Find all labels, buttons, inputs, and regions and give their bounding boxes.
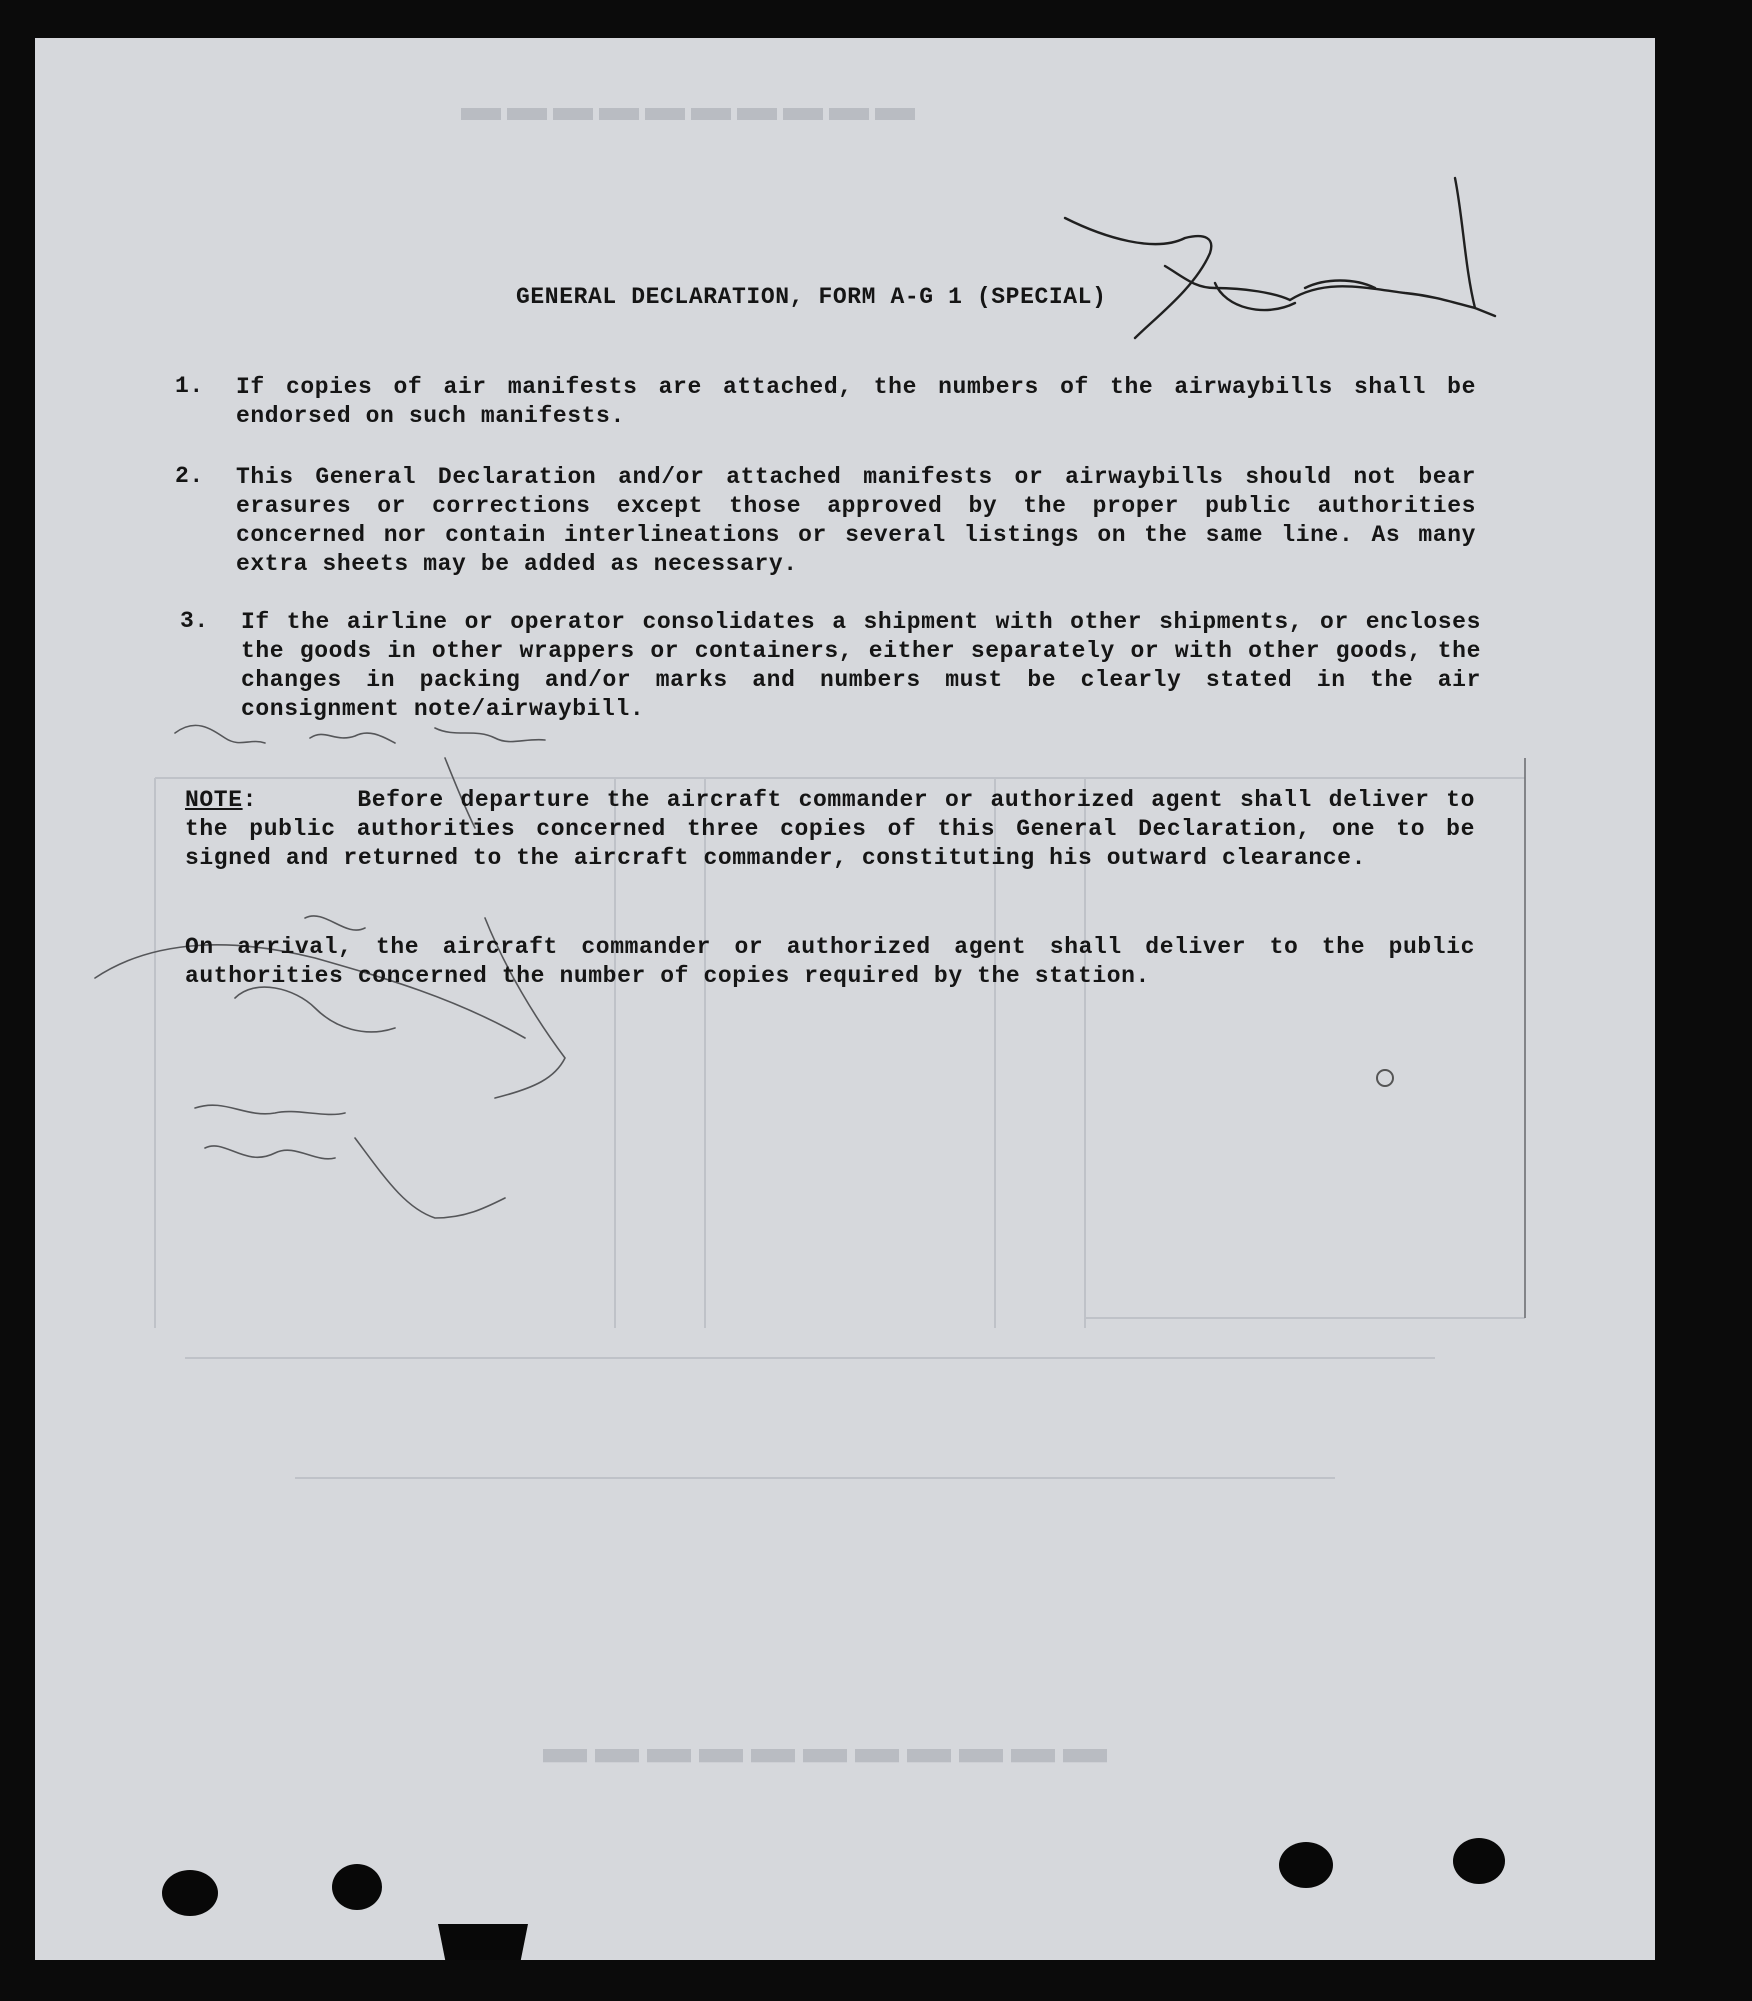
small-stamp-mark (1377, 1070, 1393, 1086)
punch-hole (1453, 1838, 1505, 1884)
handwritten-signature-top (1065, 178, 1495, 338)
arrival-paragraph (185, 933, 1475, 991)
list-item-number: 1. (175, 373, 204, 399)
punch-hole (332, 1864, 382, 1910)
bleed-through-heading: ▬▬▬▬▬▬▬▬▬▬ (455, 99, 915, 144)
list-item-text: If the airline or operator consolidates a shipment with other shipments, or encloses the goods in other wrappers or containers, either separately or with other goods, the changes in packing and/or marks and numbers must be clearly stated in the air consignment note/airwaybill. (241, 609, 1481, 722)
list-item-text: If copies of air manifests are attached, the numbers of the airwaybills shall be endorsed on such manifests. (236, 374, 1476, 429)
list-item-text: This General Declaration and/or attached manifests or airwaybills should not bear erasures or corrections except those approved by the proper public authorities concerned nor contain interlineations or several listings on the same line. As many extra sheets may be added as necessary. (236, 464, 1476, 577)
note-text: Before departure the aircraft commander or authorized agent shall deliver to the public authorities concerned three copies of this General Declaration, one to be signed and returned to the aircraft commander, constituting his outward clearance. (185, 787, 1475, 871)
punch-hole (1279, 1842, 1333, 1888)
document-page (35, 38, 1655, 1960)
bleed-through-form-lines (155, 778, 1525, 1478)
arrival-text: On arrival, the aircraft commander or authorized agent shall deliver to the public authorities concerned the number of copies required by the station. (185, 934, 1475, 989)
list-item-number: 2. (175, 463, 204, 489)
bleed-through-footer: ▬▬▬▬▬▬▬▬▬▬▬ (535, 1739, 1107, 1788)
page-title: GENERAL DECLARATION, FORM A-G 1 (SPECIAL) (516, 284, 1107, 310)
punch-hole (162, 1870, 218, 1916)
note-label: NOTE (185, 787, 243, 813)
binding-notch (438, 1924, 528, 1960)
list-item-number: 3. (180, 608, 209, 634)
handwriting-layer (35, 38, 1655, 1960)
note-paragraph (185, 786, 1475, 873)
note-colon: : (242, 787, 258, 813)
